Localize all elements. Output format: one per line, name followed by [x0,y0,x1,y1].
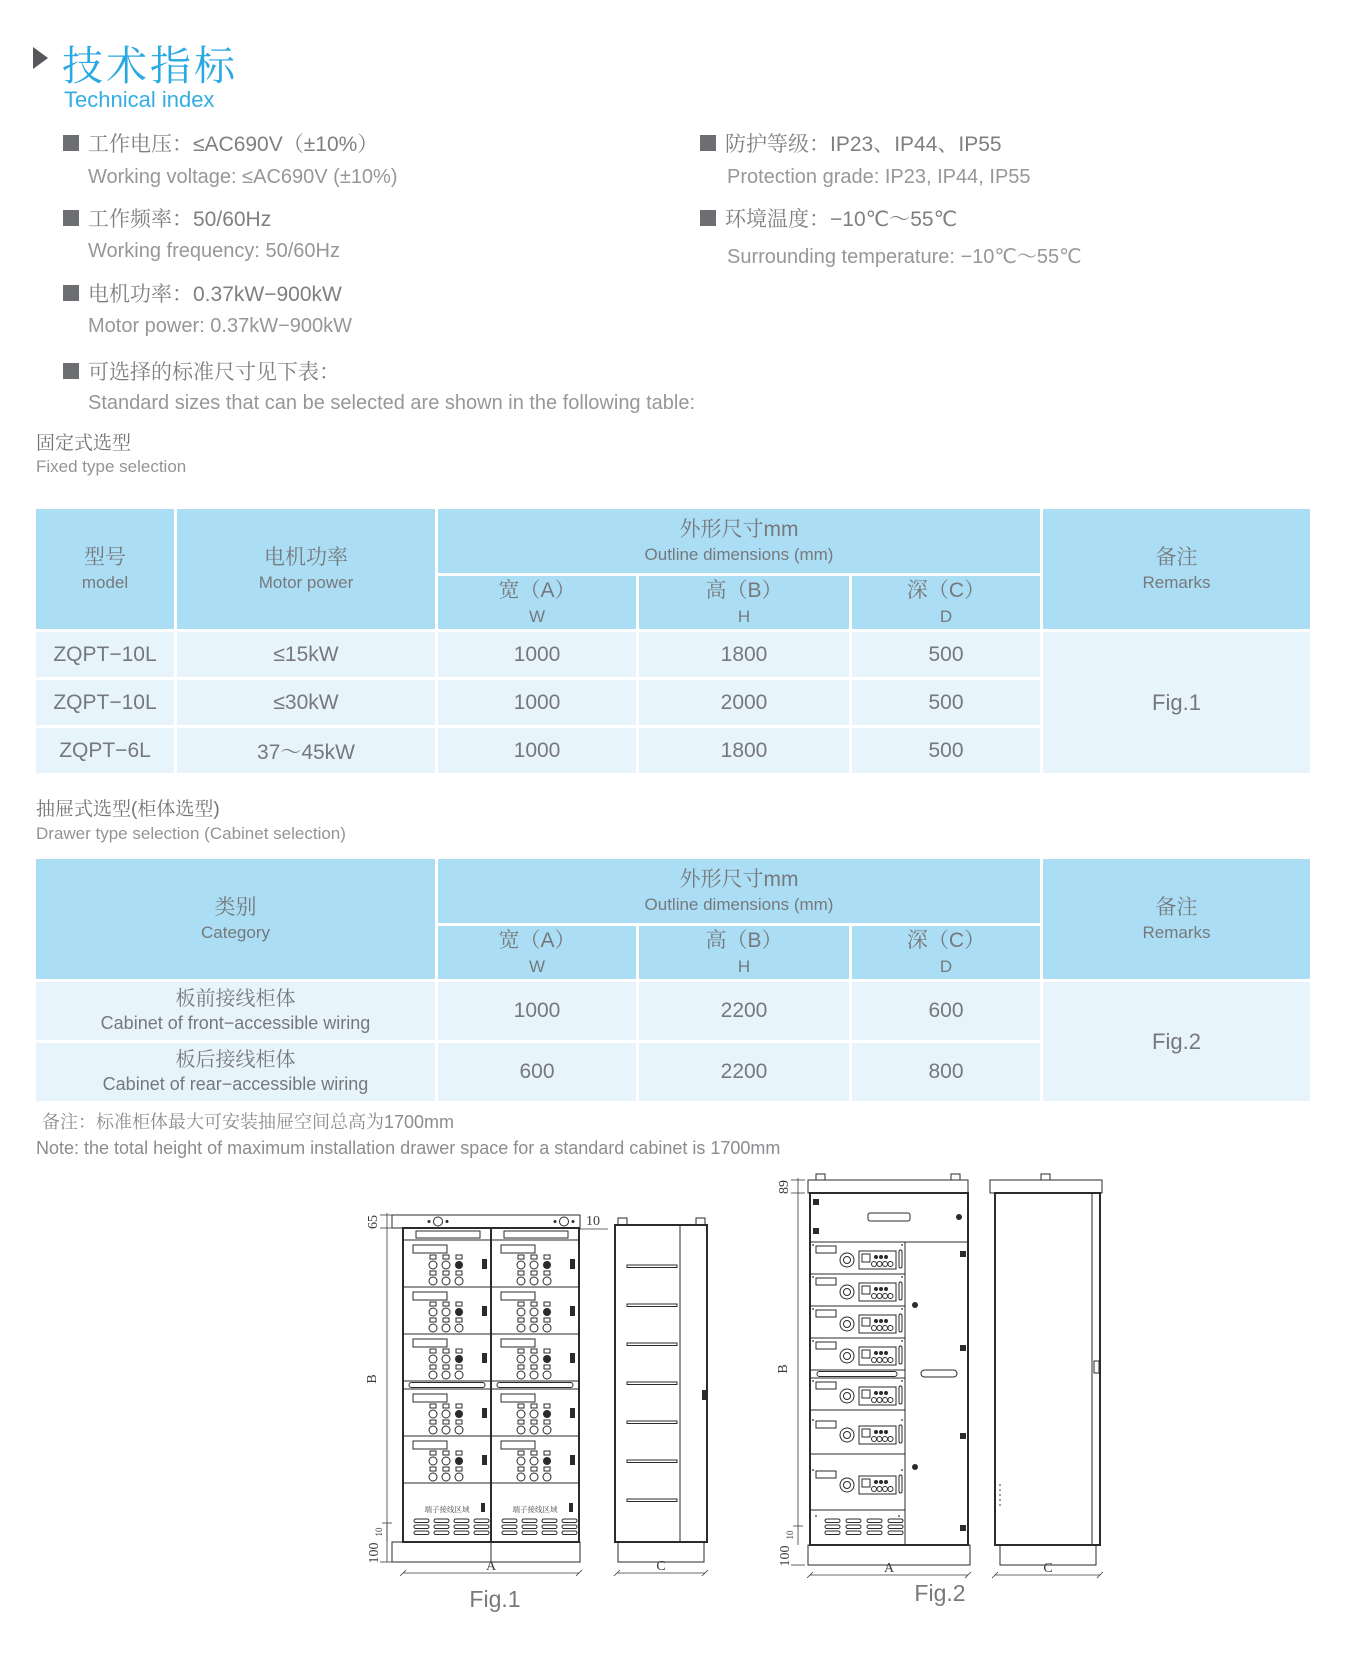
square-bullet-icon [700,210,716,226]
drawer-table [33,856,1313,1104]
cell-height: 2000 [639,680,849,725]
table-row [36,632,1310,677]
fig2-drawing [776,1174,1103,1606]
page-title: 技术指标 [62,43,238,89]
fig2-dim-100: 100 [778,1545,793,1567]
spec-working-frequency [63,203,271,233]
fig1-dim-A: A [485,1559,497,1574]
cell-depth: 500 [852,632,1040,677]
spec-table-intro [63,356,340,386]
spec-zh: 工作频率：50/60Hz [88,208,272,231]
spec-table-intro-en: Standard sizes that can be selected are shown in the following table: [88,392,696,414]
fig2-dim-10-small: 10 [785,1530,795,1540]
square-bullet-icon [700,135,716,151]
col-header-width: 宽（A） W [438,576,636,629]
cell-width: 600 [438,1043,636,1101]
cell-depth: 800 [852,1043,1040,1101]
fig1-caption: Fig.1 [469,1586,521,1612]
fig2-dim-B: B [776,1364,791,1374]
cell-remark-fig2: Fig.2 [1043,982,1310,1101]
col-header-remarks: 备注 Remarks [1043,859,1310,979]
col-header-outline-dimensions: 外形尺寸mm Outline dimensions (mm) [438,509,1040,573]
spec-motor-power-en: Motor power: 0.37kW−900kW [88,315,352,337]
col-header-height: 高（B） H [639,926,849,979]
page-subtitle: Technical index [64,87,215,112]
fig2-caption: Fig.2 [914,1580,966,1606]
col-header-outline-dimensions: 外形尺寸mm Outline dimensions (mm) [438,859,1040,923]
fig1-dim-C: C [656,1559,666,1574]
spec-motor-power [63,278,342,308]
fig1-drawing [365,1213,708,1612]
cell-height: 2200 [639,982,849,1040]
spec-zh: 防护等级：IP23、IP44、IP55 [725,133,1002,156]
square-bullet-icon [63,135,79,151]
spec-zh: 可选择的标准尺寸见下表： [88,361,340,384]
cell-category: 板前接线柜体 Cabinet of front−accessible wiring [36,982,435,1040]
figures-drawing [330,1095,1130,1655]
fig1-dim-10-small: 10 [374,1527,384,1537]
fixed-table-section-zh: 固定式选型 [36,433,132,454]
fig1-terminal-compartment [414,1503,577,1535]
col-header-depth: 深（C） D [852,576,1040,629]
fig1-dim-65: 65 [366,1215,381,1229]
spec-working-frequency-en: Working frequency: 50/60Hz [88,240,340,262]
square-bullet-icon [63,210,79,226]
fig2-side-view [990,1174,1102,1565]
col-header-model: 型号 model [36,509,174,629]
cell-remark-fig1: Fig.1 [1043,632,1310,773]
fig2-dim-A: A [883,1561,895,1576]
square-bullet-icon [63,285,79,301]
cell-width: 1000 [438,680,636,725]
section-arrow-icon [33,47,48,69]
col-header-remarks: 备注 Remarks [1043,509,1310,629]
cell-height: 1800 [639,728,849,773]
cell-width: 1000 [438,632,636,677]
fig2-vent-compartment [815,1515,903,1534]
fig1-dim-10-top: 10 [586,1214,600,1229]
note-en: Note: the total height of maximum installation drawer space for a standard cabinet is 1700mm [36,1138,781,1158]
cell-power: 37～45kW [177,728,435,773]
cell-depth: 600 [852,982,1040,1040]
table-row [36,982,1310,1040]
fig2-dim-C: C [1043,1561,1053,1576]
fig1-side-view [615,1218,707,1562]
spec-ambient-temperature [700,203,957,233]
spec-protection-grade-en: Protection grade: IP23, IP44, IP55 [727,166,1031,188]
col-header-category: 类别 Category [36,859,435,979]
fixed-table [33,506,1313,776]
cell-depth: 500 [852,680,1040,725]
cell-power: ≤15kW [177,632,435,677]
col-header-height: 高（B） H [639,576,849,629]
cell-width: 1000 [438,982,636,1040]
spec-protection-grade [700,128,1002,158]
cell-model: ZQPT−10L [36,680,174,725]
fig2-front-view [808,1174,970,1565]
spec-ambient-temperature-en: Surrounding temperature: −10℃～55℃ [727,246,1082,268]
note-zh: 备注：标准柜体最大可安装抽屉空间总高为1700mm [42,1112,455,1132]
spec-working-voltage [63,128,378,158]
col-header-width: 宽（A） W [438,926,636,979]
spec-working-voltage-en: Working voltage: ≤AC690V (±10%) [88,166,398,188]
spec-zh: 工作电压：≤AC690V（±10%） [88,133,379,156]
col-header-motor-power: 电机功率 Motor power [177,509,435,629]
cell-depth: 500 [852,728,1040,773]
fig2-door-panel [912,1251,966,1531]
col-header-depth: 深（C） D [852,926,1040,979]
cell-height: 2200 [639,1043,849,1101]
spec-zh: 电机功率：0.37kW−900kW [88,283,342,306]
terminal-area-label: 端子接线区域 [424,1505,470,1514]
fig2-dim-89: 89 [777,1180,792,1194]
cell-power: ≤30kW [177,680,435,725]
cell-height: 1800 [639,632,849,677]
terminal-area-label: 端子接线区域 [512,1505,558,1514]
square-bullet-icon [63,363,79,379]
spec-zh: 环境温度：−10℃～55℃ [725,208,958,231]
fig1-dim-100: 100 [367,1542,382,1564]
drawer-table-section-en: Drawer type selection (Cabinet selection) [36,824,346,843]
fig1-front-view [392,1215,580,1562]
cell-width: 1000 [438,728,636,773]
fig1-dim-B: B [365,1374,380,1384]
cell-model: ZQPT−10L [36,632,174,677]
cell-category: 板后接线柜体 Cabinet of rear−accessible wiring [36,1043,435,1101]
fixed-table-section-en: Fixed type selection [36,457,187,476]
drawer-table-section-zh: 抽屉式选型(柜体选型) [36,799,220,820]
cell-model: ZQPT−6L [36,728,174,773]
